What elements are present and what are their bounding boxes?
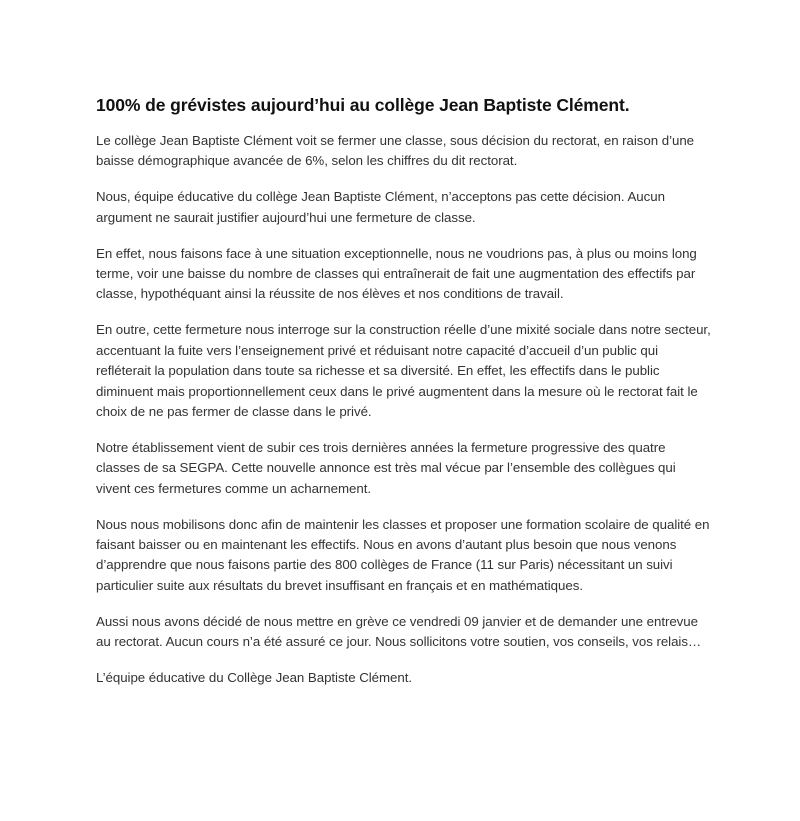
- document-title: 100% de grévistes aujourd’hui au collège Jean Baptiste Clément.: [96, 95, 630, 115]
- paragraph-refusal: Nous, équipe éducative du collège Jean Baptiste Clément, n’acceptons pas cette décision. Aucun argument ne saurait justifier aujourd’hui une fermeture de classe.: [96, 189, 665, 225]
- paragraph-rectorat-decision: Le collège Jean Baptiste Clément voit se fermer une classe, sous décision du rectorat, en raison d’une baisse démographique avancée de 6%, selon les chiffres du dit rectorat.: [96, 133, 695, 169]
- document: [96, 92, 711, 704]
- paragraph-exceptional-situation: En effet, nous faisons face à une situation exceptionnelle, nous ne voudrions pas, à plus ou moins long terme, voir une baisse du nombre de classes qui entraînerait de fait une augmentation des effectifs par classe, hypothéquant ainsi la réussite de nos élèves et nos conditions de travail.: [96, 245, 697, 302]
- paragraph-segpa-closures: Notre établissement vient de subir ces trois dernières années la fermeture progressive des quatre classes de sa SEGPA. Cette nouvelle annonce est très mal vécue par l’ensemble des collègues qui vivent ces fermetures comme un acharnement.: [96, 439, 676, 496]
- paragraph-mobilisation: Nous nous mobilisons donc afin de maintenir les classes et proposer une formation scolaire de qualité en faisant baisser ou en maintenant les effectifs. Nous en avons d’autant plus besoin que nous venons d’apprendre que nous faisons partie des 800 collèges de France (11 sur Paris) nécessitant un suivi particulier suite aux résultats du brevet insuffisant en français et en mathématiques.: [96, 516, 710, 593]
- signature: L’équipe éducative du Collège Jean Baptiste Clément.: [96, 670, 412, 686]
- paragraph-strike: Aussi nous avons décidé de nous mettre en grève ce vendredi 09 janvier et de demander une entrevue au rectorat. Aucun cours n’a été assuré ce jour. Nous sollicitons votre soutien, vos conseils, vos relais…: [96, 613, 702, 650]
- paragraph-social-mix: En outre, cette fermeture nous interroge sur la construction réelle d’une mixité sociale dans notre secteur, accentuant la fuite vers l’enseignement privé et réduisant notre capacité d’accueil d’un public qui refléterait la population dans toute sa richesse et sa diversité. En effet, les effectifs dans le public diminuent mais proportionnellement ceux dans le privé augmentent dans la mesure où le rectorat fait le choix de ne pas fermer de classe dans le privé.: [96, 322, 711, 419]
